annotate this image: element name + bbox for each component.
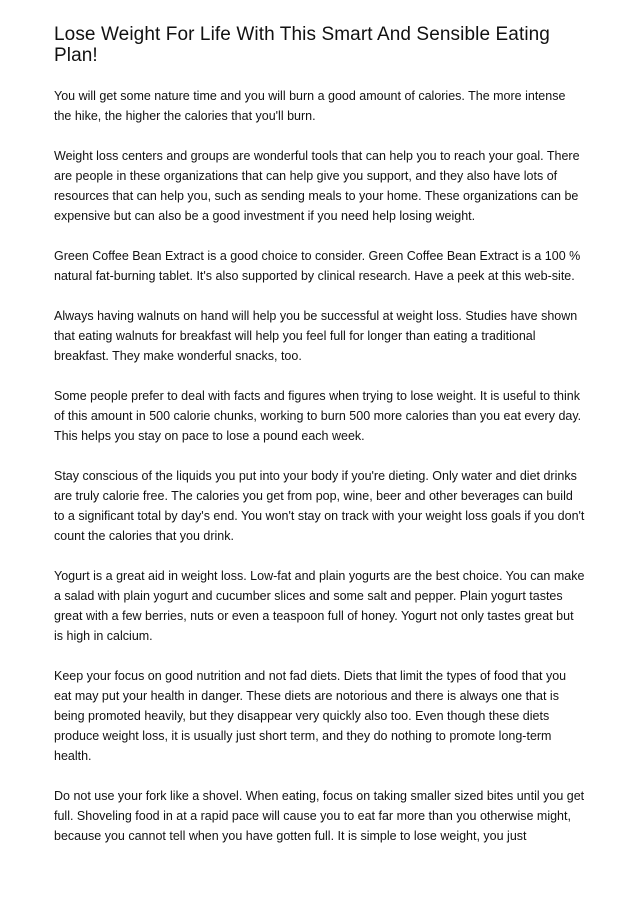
paragraph: Yogurt is a great aid in weight loss. Low-fat and plain yogurts are the best choice. You can make a salad with plain yogurt and cucumber slices and some salt and pepper. Plain yogurt tastes great with a few berries, nuts or even a teaspoon full of honey. Yogurt not only tastes great but is high in calcium. [54, 569, 585, 643]
paragraph: Always having walnuts on hand will help you be successful at weight loss. Studies have shown that eating walnuts for breakfast will help you feel full for longer than eating a traditional breakfast. They make wonderful snacks, too. [54, 309, 578, 363]
paragraph: Green Coffee Bean Extract is a good choice to consider. Green Coffee Bean Extract is a 100 % natural fat-burning tablet. It's also supported by clinical research. Have a peek at this web-site. [54, 249, 581, 283]
paragraph: Some people prefer to deal with facts and figures when trying to lose weight. It is useful to think of this amount in 500 calorie chunks, working to burn 500 more calories than you eat every day. This helps you stay on pace to lose a pound each week. [54, 389, 582, 443]
paragraph: Do not use your fork like a shovel. When eating, focus on taking smaller sized bites until you get full. Shoveling food in at a rapid pace will cause you to eat far more than you otherwise might, because you cannot tell when you have gotten full. It is simple to lose weight, you just [54, 789, 585, 843]
document-page [54, 24, 586, 866]
page-title: Lose Weight For Life With This Smart And Sensible Eating Plan! [54, 24, 550, 66]
paragraph: Weight loss centers and groups are wonderful tools that can help you to reach your goal. There are people in these organizations that can help give you support, and they also have lots of resources that can help you, such as sending meals to your home. These organizations can be expensive but can also be a good investment if you need help losing weight. [54, 149, 580, 223]
paragraph: You will get some nature time and you will burn a good amount of calories. The more intense the hike, the higher the calories that you'll burn. [54, 89, 566, 123]
paragraph: Stay conscious of the liquids you put into your body if you're dieting. Only water and diet drinks are truly calorie free. The calories you get from pop, wine, beer and other beverages can build to a significant total by day's end. You won't stay on track with your weight loss goals if you don't count the calories that you drink. [54, 469, 585, 543]
paragraph: Keep your focus on good nutrition and not fad diets. Diets that limit the types of food that you eat may put your health in danger. These diets are notorious and there is always one that is being promoted heavily, but they disappear very quickly also too. Even though these diets produce weight loss, it is usually just short term, and they do nothing to promote long-term health. [54, 669, 567, 763]
